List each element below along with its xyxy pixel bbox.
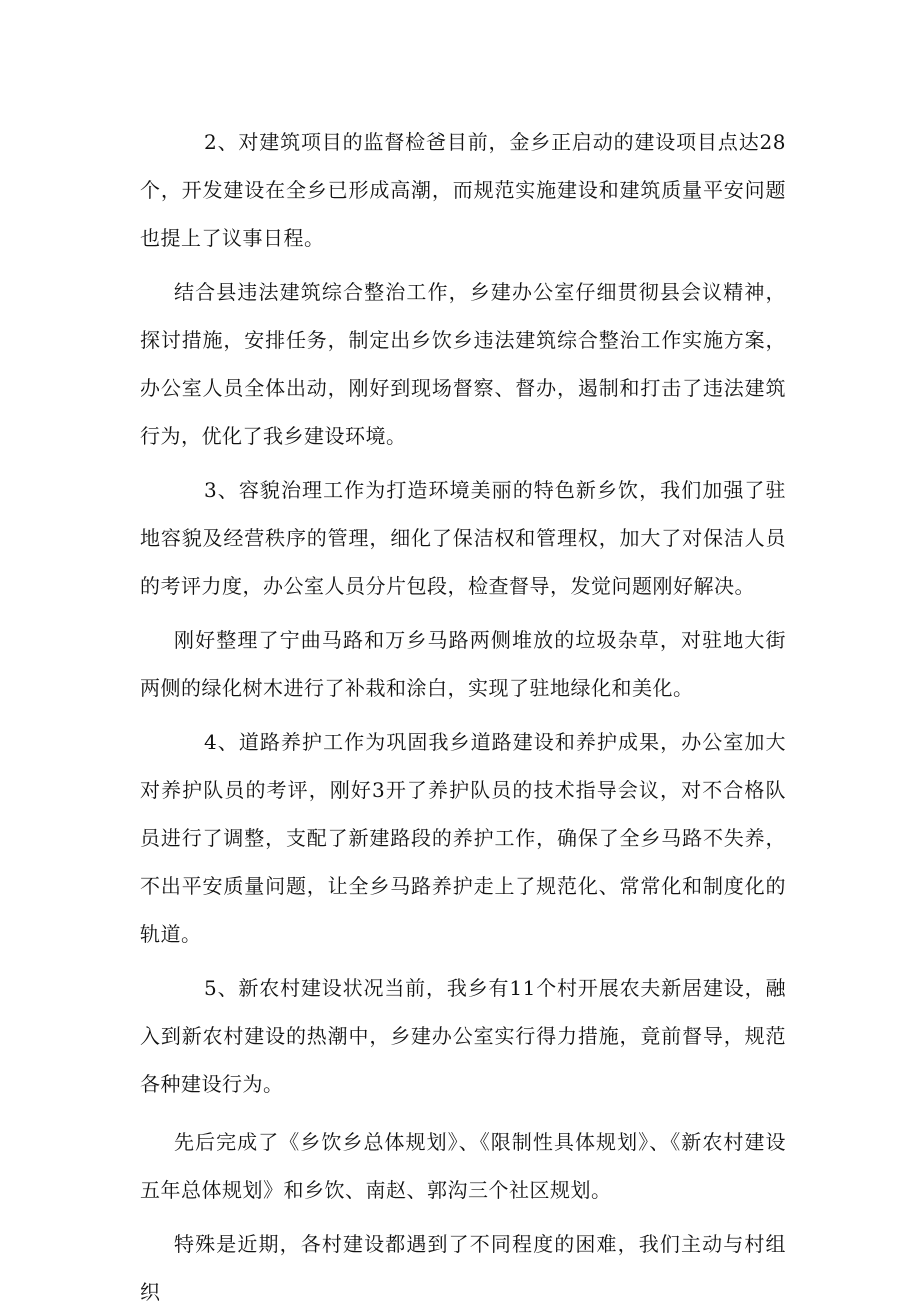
document-body: [140, 118, 786, 1316]
paragraph-building-supervision: 2、对建筑项目的监督检爸目前，金乡正启动的建设项目点达28个，开发建设在全乡已形成高潮，而规范实施建设和建筑质量平安问题也提上了议事日程。: [140, 130, 786, 250]
paragraph-recent-difficulties: 特殊是近期，各村建设都遇到了不同程度的困难，我们主动与村组织: [140, 1232, 786, 1304]
paragraph-road-cleanup: 刚好整理了宁曲马路和万乡马路两侧堆放的垃圾杂草，对驻地大街两侧的绿化树木进行了补栽和涂白，实现了驻地绿化和美化。: [140, 628, 786, 700]
paragraph-appearance-management: 3、容貌治理工作为打造环境美丽的特色新乡饮，我们加强了驻地容貌及经营秩序的管理，细化了保洁权和管理权，加大了对保洁人员的考评力度，办公室人员分片包段，检查督导，发觉问题刚好解决。: [140, 478, 786, 598]
paragraph-new-countryside: 5、新农村建设状况当前，我乡有11个村开展农夫新居建设，融入到新农村建设的热潮中，乡建办公室实行得力措施，竟前督导，规范各种建设行为。: [140, 976, 786, 1096]
paragraph-road-maintenance: 4、道路养护工作为巩固我乡道路建设和养护成果，办公室加大对养护队员的考评，刚好3开了养护队员的技术指导会议，对不合格队员进行了调整，支配了新建路段的养护工作，确保了全乡马路不失养，不出平安质量问题，让全乡马路养护走上了规范化、常常化和制度化的轨道。: [140, 730, 786, 946]
paragraph-illegal-building-rectification: 结合县违法建筑综合整治工作，乡建办公室仔细贯彻县会议精神，探讨措施，安排任务，制定出乡饮乡违法建筑综合整治工作实施方案，办公室人员全体出动，刚好到现场督察、督办，遏制和打击了违法建筑行为，优化了我乡建设环境。: [140, 280, 786, 448]
paragraph-planning-completed: 先后完成了《乡饮乡总体规划》、《限制性具体规划》、《新农村建设五年总体规划》和乡饮、南赵、郭沟三个社区规划。: [140, 1130, 786, 1202]
